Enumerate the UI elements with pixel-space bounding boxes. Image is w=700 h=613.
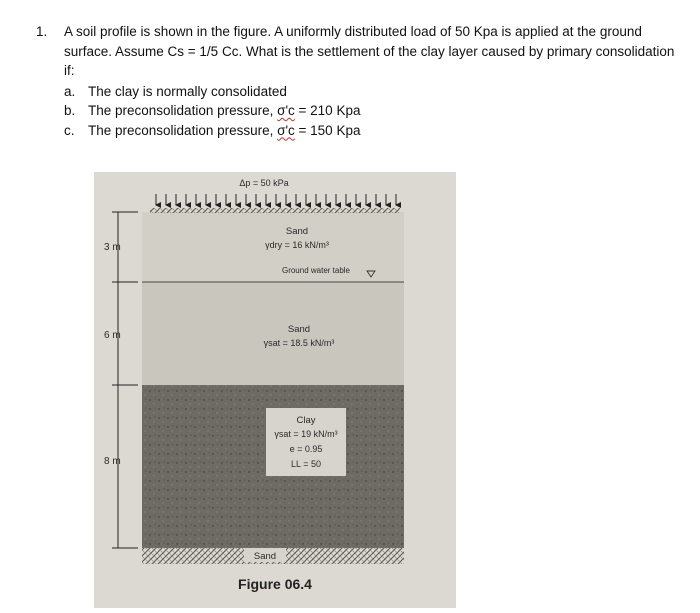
question-row (30, 22, 685, 81)
question-block (30, 22, 685, 140)
saturated-sand-layer (142, 282, 404, 385)
depth-label-3: 8 m (104, 456, 121, 467)
layer3-prop: γsat = 19 kN/m³ (274, 429, 338, 439)
question-number: 1. (36, 24, 48, 39)
option-letter: b. (64, 103, 76, 118)
option-text (88, 101, 360, 121)
option-letter: c. (64, 122, 75, 138)
layer3-void-ratio: e = 0.95 (289, 444, 323, 454)
soil-profile-photo (94, 172, 456, 608)
option-letter: a. (64, 83, 76, 99)
layer3-liquid-limit: LL = 50 (291, 459, 321, 469)
load-label: Δp = 50 kPa (239, 178, 289, 188)
layer2-prop: γsat = 18.5 kN/m³ (263, 338, 335, 348)
water-table-label: Ground water table (281, 266, 351, 275)
options-list (64, 82, 685, 141)
base-sand-label: Sand (253, 551, 277, 562)
option-text-pre: The preconsolidation pressure, (88, 103, 278, 118)
option-text-pre: The preconsolidation pressure, (88, 122, 278, 138)
sigma-symbol: σ'c (277, 103, 295, 118)
layer1-prop: γdry = 16 kN/m³ (265, 240, 329, 250)
sigma-symbol: σ'c (277, 122, 295, 138)
layer1-name: Sand (285, 226, 309, 237)
option-value: = 150 Kpa (294, 122, 361, 138)
option-text: The clay is normally consolidated (88, 83, 287, 99)
option-c (64, 121, 685, 141)
question-text: A soil profile is shown in the figure. A uniformly distributed load of 50 Kpa is applied at the ground surface. Assume Cs = 1/5 Cc. What is the settlement of the clay layer caused by primary consolidation if: (64, 24, 675, 78)
option-text (88, 121, 360, 141)
option-value: = 210 Kpa (294, 103, 361, 118)
figure-caption: Figure 06.4 (238, 576, 312, 592)
layer2-name: Sand (287, 324, 311, 335)
option-a (64, 82, 685, 102)
soil-profile-diagram (94, 172, 456, 608)
depth-label-2: 6 m (104, 330, 121, 341)
layer3-name: Clay (296, 415, 316, 426)
option-b (64, 101, 685, 121)
depth-label-1: 3 m (104, 242, 121, 253)
ground-surface (150, 208, 400, 213)
